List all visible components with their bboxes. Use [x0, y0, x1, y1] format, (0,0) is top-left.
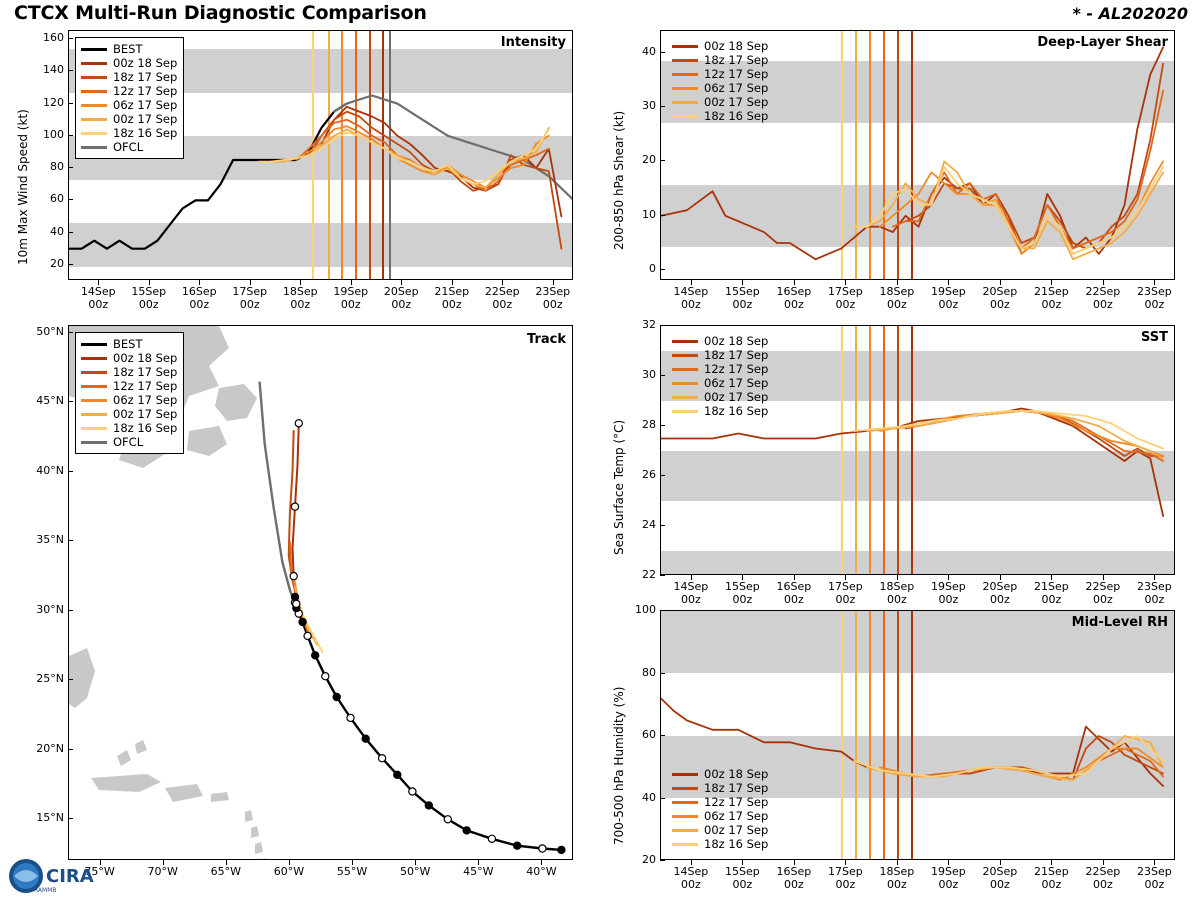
x-tick-label: 20Sep 00z [982, 285, 1018, 311]
legend-color-swatch [81, 343, 107, 346]
x-tick-label: 23Sep 00z [535, 285, 571, 311]
y-tick-label: 60 [50, 192, 64, 206]
legend-color-swatch [81, 132, 107, 135]
y-tick-label: 40 [642, 44, 656, 58]
y-tick-label: 20 [642, 153, 656, 167]
y-tick-mark [68, 471, 73, 472]
y-tick-label: 50°N [36, 324, 64, 338]
y-tick-label: 60 [642, 728, 656, 741]
track-legend-row [81, 351, 177, 365]
y-tick-label: 20°N [36, 741, 64, 755]
track-legend-row [81, 421, 177, 435]
sst-y-axis-label: Sea Surface Temp (°C) [612, 419, 626, 555]
legend-label: 18z 17 Sep [704, 348, 769, 362]
x-tick-label: 14Sep 00z [673, 580, 709, 606]
y-tick-label: 120 [43, 95, 64, 109]
legend-label: 12z 17 Sep [113, 84, 178, 98]
y-tick-mark [68, 818, 73, 819]
y-tick-mark [68, 167, 73, 168]
legend-label: 12z 17 Sep [704, 362, 769, 376]
x-tick-label: 45°W [463, 865, 494, 878]
sst-legend [667, 330, 774, 422]
x-tick-label: 16Sep 00z [776, 865, 812, 891]
y-tick-label: 40 [642, 790, 656, 804]
y-tick-label: 100 [43, 127, 64, 141]
y-tick-label: 20 [642, 853, 656, 866]
legend-color-swatch [672, 45, 698, 48]
x-tick-label: 60°W [273, 865, 305, 878]
y-tick-label: 40 [50, 224, 64, 238]
y-tick-label: 32 [642, 318, 656, 331]
legend-color-swatch [672, 815, 698, 818]
sst-legend-row [672, 334, 768, 348]
legend-label: 06z 17 Sep [704, 81, 769, 95]
y-tick-mark [660, 52, 665, 53]
legend-color-swatch [81, 413, 107, 416]
x-tick-label: 21Sep 00z [1034, 285, 1069, 311]
legend-color-swatch [672, 73, 698, 76]
shear-y-axis-label: 200-850 hPa Shear (kt) [612, 110, 626, 250]
rh-legend [667, 763, 774, 855]
legend-label: 00z 17 Sep [704, 95, 769, 109]
storm-id-label: * - AL202020 [1072, 4, 1188, 23]
page-title: CTCX Multi-Run Diagnostic Comparison [14, 2, 427, 24]
y-tick-label: 100 [635, 603, 656, 616]
legend-color-swatch [672, 801, 698, 804]
y-tick-mark [68, 332, 73, 333]
y-tick-mark [660, 798, 665, 799]
y-tick-label: 24 [642, 518, 656, 531]
y-tick-mark [68, 103, 73, 104]
y-tick-mark [68, 540, 73, 541]
intensity-legend-row [81, 98, 177, 112]
track-panel-title: Track [527, 332, 566, 347]
y-tick-mark [660, 525, 665, 526]
intensity-panel-title: Intensity [500, 35, 566, 50]
x-tick-label: 14Sep 00z [673, 865, 709, 891]
legend-label: 12z 17 Sep [113, 379, 178, 393]
x-tick-label: 23Sep 00z [1137, 865, 1172, 891]
intensity-legend-row [81, 42, 177, 56]
y-tick-mark [660, 325, 665, 326]
y-tick-label: 28 [642, 418, 656, 431]
y-tick-label: 26 [642, 468, 656, 481]
shear-legend-row [672, 39, 768, 53]
y-tick-mark [68, 264, 73, 265]
rh-legend-row [672, 781, 768, 795]
sst-legend-row [672, 348, 768, 362]
cira-rammb-logo [6, 856, 110, 896]
x-tick-label: 55°W [336, 865, 368, 878]
x-tick-label: 17Sep 00z [232, 285, 268, 311]
legend-label: 18z 16 Sep [113, 421, 178, 435]
shear-legend-row [672, 81, 768, 95]
legend-color-swatch [672, 87, 698, 90]
y-tick-label: 80 [642, 665, 656, 679]
y-tick-mark [660, 106, 665, 107]
x-tick-label: 18Sep 00z [879, 285, 915, 311]
x-tick-label: 21Sep 00z [1034, 580, 1069, 606]
y-tick-mark [660, 475, 665, 476]
legend-color-swatch [672, 773, 698, 776]
intensity-legend-row [81, 112, 177, 126]
x-tick-label: 15Sep 00z [725, 580, 760, 606]
x-tick-label: 16Sep 00z [181, 285, 217, 311]
x-tick-label: 19Sep 00z [931, 580, 966, 606]
legend-label: 06z 17 Sep [704, 809, 769, 823]
track-legend [75, 332, 184, 454]
x-tick-label: 19Sep 00z [931, 285, 966, 311]
y-tick-mark [660, 160, 665, 161]
rh-panel-title: Mid-Level RH [1071, 615, 1168, 630]
legend-color-swatch [672, 382, 698, 385]
legend-color-swatch [81, 76, 107, 79]
x-tick-label: 18Sep 00z [879, 865, 915, 891]
legend-label: 00z 17 Sep [704, 390, 769, 404]
y-tick-mark [660, 575, 665, 576]
legend-color-swatch [672, 368, 698, 371]
y-tick-label: 30 [642, 99, 656, 113]
shear-legend-row [672, 67, 768, 81]
legend-color-swatch [672, 843, 698, 846]
x-tick-label: 20Sep 00z [383, 285, 419, 311]
x-tick-label: 15Sep 00z [131, 285, 167, 311]
x-tick-label: 22Sep 00z [1085, 285, 1121, 311]
legend-label: 18z 17 Sep [113, 365, 178, 379]
y-tick-label: 160 [43, 31, 64, 45]
legend-label: 06z 17 Sep [113, 393, 178, 407]
x-tick-label: 65°W [210, 865, 241, 878]
x-tick-label: 19Sep 00z [333, 285, 369, 311]
track-legend-row [81, 365, 177, 379]
y-tick-mark [68, 749, 73, 750]
legend-label: 12z 17 Sep [704, 795, 769, 809]
legend-label: 18z 16 Sep [704, 837, 769, 851]
y-tick-label: 0 [649, 262, 656, 276]
y-tick-mark [68, 199, 73, 200]
intensity-legend [75, 37, 184, 159]
legend-label: 06z 17 Sep [113, 98, 178, 112]
y-tick-mark [68, 679, 73, 680]
y-tick-mark [660, 735, 665, 736]
x-tick-label: 17Sep 00z [828, 580, 863, 606]
y-tick-label: 20 [50, 256, 64, 270]
y-tick-label: 35°N [36, 533, 64, 547]
legend-color-swatch [81, 90, 107, 93]
track-legend-row [81, 393, 177, 407]
sst-legend-row [672, 362, 768, 376]
sst-panel-title: SST [1140, 330, 1168, 345]
y-tick-mark [660, 610, 665, 611]
intensity-legend-row [81, 126, 177, 140]
x-tick-label: 18Sep 00z [879, 580, 915, 606]
x-tick-label: 19Sep 00z [931, 865, 966, 891]
rh-legend-row [672, 795, 768, 809]
legend-label: 00z 18 Sep [113, 56, 178, 70]
y-tick-mark [660, 215, 665, 216]
legend-label: 00z 17 Sep [113, 112, 178, 126]
x-tick-label: 22Sep 00z [484, 285, 520, 311]
intensity-legend-row [81, 56, 177, 70]
y-tick-label: 40°N [36, 463, 64, 477]
legend-color-swatch [81, 427, 107, 430]
track-legend-row [81, 337, 177, 351]
y-tick-mark [68, 401, 73, 402]
legend-label: 18z 16 Sep [113, 126, 178, 140]
legend-label: BEST [113, 42, 143, 56]
rh-legend-row [672, 767, 768, 781]
legend-color-swatch [672, 787, 698, 790]
legend-color-swatch [672, 354, 698, 357]
legend-label: OFCL [113, 140, 144, 154]
legend-label: 18z 16 Sep [704, 109, 769, 123]
legend-color-swatch [81, 48, 107, 51]
y-tick-label: 80 [50, 160, 64, 174]
sst-legend-row [672, 404, 768, 418]
x-tick-label: 50°W [400, 865, 431, 878]
legend-label: OFCL [113, 435, 144, 449]
legend-label: 12z 17 Sep [704, 67, 769, 81]
x-tick-label: 16Sep 00z [776, 580, 812, 606]
x-tick-label: 75°W [84, 865, 115, 878]
shear-legend-row [672, 53, 768, 67]
legend-label: 18z 17 Sep [704, 781, 769, 795]
legend-color-swatch [81, 118, 107, 121]
y-tick-label: 22 [642, 568, 656, 581]
rh-legend-row [672, 823, 768, 837]
legend-label: 06z 17 Sep [704, 376, 769, 390]
y-tick-mark [68, 70, 73, 71]
y-tick-label: 30°N [36, 602, 64, 616]
rh-legend-row [672, 837, 768, 851]
legend-label: 18z 16 Sep [704, 404, 769, 418]
legend-label: BEST [113, 337, 143, 351]
y-tick-label: 140 [43, 63, 64, 77]
legend-color-swatch [672, 410, 698, 413]
x-tick-label: 20Sep 00z [982, 580, 1018, 606]
intensity-legend-row [81, 140, 177, 154]
x-tick-label: 23Sep 00z [1137, 580, 1172, 606]
legend-color-swatch [81, 104, 107, 107]
x-tick-label: 17Sep 00z [828, 865, 863, 891]
track-legend-row [81, 407, 177, 421]
x-tick-label: 21Sep 00z [1034, 865, 1069, 891]
y-tick-label: 45°N [36, 394, 64, 408]
legend-color-swatch [672, 829, 698, 832]
y-tick-label: 25°N [36, 672, 64, 686]
legend-color-swatch [81, 371, 107, 374]
x-tick-label: 21Sep 00z [434, 285, 470, 311]
y-tick-mark [660, 860, 665, 861]
y-tick-mark [68, 38, 73, 39]
legend-color-swatch [672, 101, 698, 104]
y-tick-mark [660, 425, 665, 426]
y-tick-label: 30 [642, 368, 656, 381]
x-tick-label: 14Sep 00z [80, 285, 116, 311]
x-tick-label: 16Sep 00z [776, 285, 812, 311]
x-tick-label: 20Sep 00z [982, 865, 1018, 891]
title-bar [0, 0, 1200, 26]
legend-color-swatch [81, 385, 107, 388]
legend-color-swatch [81, 441, 107, 444]
track-legend-row [81, 379, 177, 393]
y-tick-mark [68, 135, 73, 136]
legend-color-swatch [81, 357, 107, 360]
x-tick-label: 14Sep 00z [673, 285, 709, 311]
x-tick-label: 23Sep 00z [1137, 285, 1172, 311]
shear-legend-row [672, 109, 768, 123]
x-tick-label: 22Sep 00z [1085, 580, 1121, 606]
rh-y-axis-label: 700-500 hPa Humidity (%) [612, 686, 626, 845]
x-tick-label: 17Sep 00z [828, 285, 863, 311]
shear-legend-row [672, 95, 768, 109]
track-legend-row [81, 435, 177, 449]
y-tick-mark [68, 610, 73, 611]
legend-color-swatch [81, 146, 107, 149]
legend-label: 00z 18 Sep [704, 39, 769, 53]
rh-legend-row [672, 809, 768, 823]
logo-text: CIRA [46, 866, 94, 887]
y-tick-mark [68, 232, 73, 233]
intensity-y-axis-label: 10m Max Wind Speed (kt) [16, 109, 30, 265]
intensity-legend-row [81, 84, 177, 98]
x-tick-label: 40°W [526, 865, 557, 878]
sst-legend-row [672, 376, 768, 390]
legend-label: 00z 18 Sep [704, 334, 769, 348]
legend-color-swatch [672, 59, 698, 62]
shear-panel-title: Deep-Layer Shear [1037, 35, 1168, 50]
y-tick-label: 15°N [36, 811, 64, 825]
legend-label: 00z 17 Sep [113, 407, 178, 421]
legend-label: 00z 18 Sep [113, 351, 178, 365]
legend-label: 18z 17 Sep [113, 70, 178, 84]
legend-label: 18z 17 Sep [704, 53, 769, 67]
x-tick-label: 15Sep 00z [725, 285, 760, 311]
legend-color-swatch [672, 396, 698, 399]
x-tick-label: 18Sep 00z [282, 285, 318, 311]
legend-color-swatch [81, 399, 107, 402]
legend-color-swatch [672, 340, 698, 343]
y-tick-mark [660, 269, 665, 270]
x-tick-label: 70°W [147, 865, 178, 878]
y-tick-label: 10 [642, 207, 656, 221]
legend-label: 00z 18 Sep [704, 767, 769, 781]
legend-label: 00z 17 Sep [704, 823, 769, 837]
shear-legend [667, 35, 774, 127]
legend-color-swatch [81, 62, 107, 65]
x-tick-label: 22Sep 00z [1085, 865, 1121, 891]
intensity-legend-row [81, 70, 177, 84]
legend-color-swatch [672, 115, 698, 118]
sst-legend-row [672, 390, 768, 404]
x-tick-label: 15Sep 00z [725, 865, 760, 891]
y-tick-mark [660, 375, 665, 376]
logo-subtext: RAMMB [34, 887, 57, 894]
y-tick-mark [660, 673, 665, 674]
